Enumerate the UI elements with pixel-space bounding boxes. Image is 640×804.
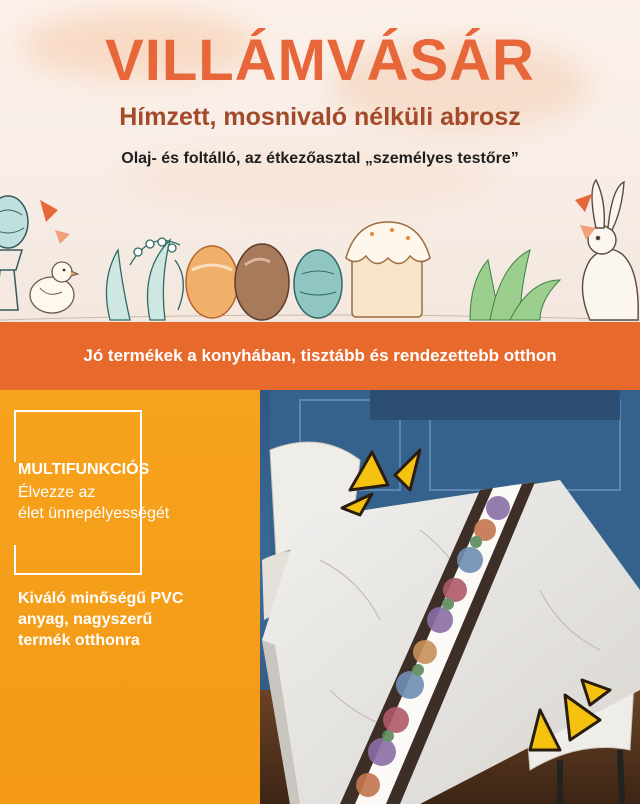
paper-triangle-decoration <box>40 194 596 244</box>
slogan-text: Jó termékek a konyhában, tisztább és rendezettebb otthon <box>83 346 557 365</box>
rabbit-illustration <box>583 180 639 320</box>
brown-egg-illustration <box>235 244 289 320</box>
quality-line3: termék otthonra <box>18 632 140 649</box>
orange-egg-illustration <box>186 246 238 318</box>
feature-description-line1: Élvezze az <box>18 484 96 501</box>
sale-banner <box>0 0 640 322</box>
quality-line1: Kiváló minőségű PVC <box>18 590 184 607</box>
slogan-strip <box>0 322 640 390</box>
feature-label: MULTIFUNKCIÓS <box>18 461 150 478</box>
easter-bread-illustration <box>346 222 430 317</box>
product-subtitle: Hímzett, mosnivaló nélküli abrosz <box>119 103 521 131</box>
sale-title: VILLÁMVÁSÁR <box>105 28 535 93</box>
chick-illustration <box>30 262 78 313</box>
egg-stand-illustration <box>0 196 28 310</box>
quality-line2: anyag, nagyszerű <box>18 611 153 628</box>
product-tagline: Olaj- és foltálló, az étkezőasztal „személyes testőre” <box>121 150 519 167</box>
teal-egg-illustration <box>294 250 342 318</box>
greenery-illustration <box>470 250 560 320</box>
feature-description <box>18 482 278 524</box>
easter-illustration <box>0 170 640 322</box>
feature-description-line2: élet ünnepélyességét <box>18 505 170 522</box>
quality-statement <box>18 588 248 651</box>
flower-illustration <box>106 238 183 320</box>
